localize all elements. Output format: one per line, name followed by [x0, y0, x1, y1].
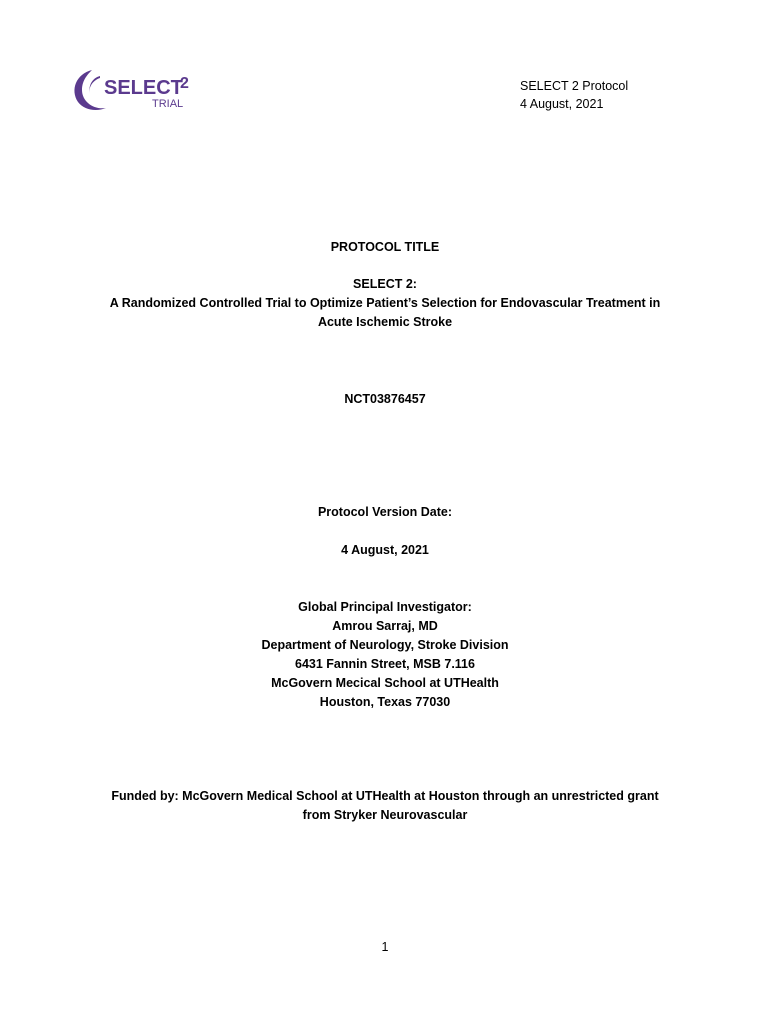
title-section — [0, 238, 770, 257]
select2-trial-logo — [70, 66, 210, 116]
investigator-name: Amrou Sarraj, MD — [332, 619, 438, 633]
header-protocol-name: SELECT 2 Protocol — [520, 79, 629, 93]
investigator-label: Global Principal Investigator: — [298, 600, 472, 614]
nct-block — [0, 390, 770, 409]
protocol-title-heading: PROTOCOL TITLE — [330, 240, 440, 254]
version-date: 4 August, 2021 — [341, 543, 429, 557]
swoosh-arc-icon — [74, 70, 106, 110]
logo-subtitle: TRIAL — [152, 98, 184, 110]
document-header — [520, 77, 628, 113]
version-label: Protocol Version Date: — [317, 505, 453, 519]
investigator-department: Department of Neurology, Stroke Division — [261, 638, 509, 652]
investigator-address: 6431 Fannin Street, MSB 7.116 — [295, 657, 475, 671]
version-date-block — [0, 541, 770, 560]
header-date: 4 August, 2021 — [520, 97, 604, 111]
investigator-institution: McGovern Mecical School at UTHealth — [271, 676, 499, 690]
investigator-block — [0, 598, 770, 712]
logo-superscript: 2 — [180, 75, 189, 92]
funding-line1: Funded by: McGovern Medical School at UTHealth at Houston through an unrestricted grant — [111, 789, 659, 803]
full-title-block — [0, 275, 770, 332]
logo-wordmark: SELECT — [104, 77, 183, 99]
funding-line2: from Stryker Neurovascular — [302, 808, 468, 822]
nct-number: NCT03876457 — [344, 392, 426, 406]
funding-block — [0, 787, 770, 825]
full-title-line1: A Randomized Controlled Trial to Optimize Patient’s Selection for Endovascular Treatment in — [109, 296, 661, 310]
investigator-city: Houston, Texas 77030 — [319, 695, 451, 709]
page-number: 1 — [381, 940, 389, 954]
short-title: SELECT 2: — [353, 277, 417, 291]
full-title-line2: Acute Ischemic Stroke — [317, 315, 453, 329]
version-label-block — [0, 503, 770, 522]
